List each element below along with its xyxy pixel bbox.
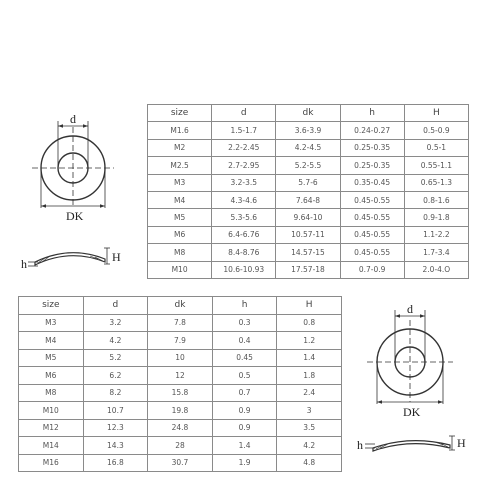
table-cell: 14.3 [83,437,148,455]
d-label-top: d [70,112,76,126]
table-cell: 0.9 [212,419,277,437]
table-cell: 0.45-0.55 [340,191,404,208]
header-cell: size [148,105,212,122]
table-row [148,244,469,261]
table-cell: 0.45-0.55 [340,226,404,243]
table-cell: 0.7 [212,384,277,402]
dk-label-top: DK [66,209,84,223]
table-cell: 2.0-4.O [404,261,468,278]
table-cell: M8 [19,384,84,402]
table-cell: M3 [19,314,84,332]
table-cell: 7.9 [148,332,213,350]
table-cell: 10.7 [83,402,148,420]
table-cell: 0.9-1.8 [404,209,468,226]
table-row [148,139,469,156]
table-cell: M12 [19,419,84,437]
table-cell: 0.55-1.1 [404,157,468,174]
table-cell: 1.1-2.2 [404,226,468,243]
table-cell: 4.3-4.6 [212,191,276,208]
table-cell: 10 [148,349,213,367]
table-cell: 6.4-6.76 [212,226,276,243]
table-cell: M10 [19,402,84,420]
table-cell: 5.2-5.5 [276,157,340,174]
table-cell: 5.2 [83,349,148,367]
table-cell: 0.35-0.45 [340,174,404,191]
table-cell: 1.2 [277,332,342,350]
table-cell: 3 [277,402,342,420]
table-cell: 0.4 [212,332,277,350]
table-cell: 6.2 [83,367,148,385]
table-row [148,261,469,278]
table-cell: M4 [19,332,84,350]
table-cell: 5.7-6 [276,174,340,191]
table-cell: 0.45 [212,349,277,367]
h-label-top: h [21,257,27,271]
table-cell: 2.4 [277,384,342,402]
table-row [19,384,342,402]
table-cell: M5 [148,209,212,226]
dk-label-bottom: DK [403,405,421,419]
table-cell: 1.5-1.7 [212,122,276,139]
table-cell: 0.8 [277,314,342,332]
table-cell: 0.45-0.55 [340,244,404,261]
table-cell: M6 [19,367,84,385]
header-cell: dk [276,105,340,122]
table-cell: 1.4 [277,349,342,367]
header-cell: h [212,297,277,315]
table-row [19,332,342,350]
table-cell: 3.2 [83,314,148,332]
table-cell: 15.8 [148,384,213,402]
table-cell: 28 [148,437,213,455]
table-cell: 3.5 [277,419,342,437]
table-cell: 2.7-2.95 [212,157,276,174]
table-cell: M16 [19,454,84,472]
table-cell: 1.8 [277,367,342,385]
table-row [19,349,342,367]
header-cell: h [340,105,404,122]
table-cell: M5 [19,349,84,367]
table-row [19,419,342,437]
table-cell: 16.8 [83,454,148,472]
table-cell: 1.4 [212,437,277,455]
table-row [148,122,469,139]
table-cell: 7.64-8 [276,191,340,208]
spec-table-bottom [18,296,342,472]
d-label-bottom: d [407,302,413,316]
table-cell: 4.8 [277,454,342,472]
header-cell: dk [148,297,213,315]
table-row [148,174,469,191]
table-cell: 0.65-1.3 [404,174,468,191]
table-cell: 0.25-0.35 [340,139,404,156]
table-cell: 1.9 [212,454,277,472]
table-header-row [148,105,469,122]
washer-drawing-bottom [340,290,488,488]
table-cell: 17.57-18 [276,261,340,278]
table-cell: 0.8-1.6 [404,191,468,208]
table-row [19,454,342,472]
table-cell: 0.7-0.9 [340,261,404,278]
table-row [148,226,469,243]
h-label-bottom: h [357,438,363,452]
height-label-top: H [112,250,121,264]
table-header-row [19,297,342,315]
header-cell: H [404,105,468,122]
table-cell: 2.2-2.45 [212,139,276,156]
table-cell: 7.8 [148,314,213,332]
table-cell: 24.8 [148,419,213,437]
table-row [19,437,342,455]
table-cell: 4.2-4.5 [276,139,340,156]
table-row [148,191,469,208]
table-row [148,209,469,226]
table-row [19,367,342,385]
height-label-bottom: H [457,436,466,450]
table-row [19,314,342,332]
table-cell: 0.9 [212,402,277,420]
table-cell: 10.6-10.93 [212,261,276,278]
table-cell: 3.6-3.9 [276,122,340,139]
table-cell: M1.6 [148,122,212,139]
table-row [19,402,342,420]
table-cell: 4.2 [83,332,148,350]
table-cell: M8 [148,244,212,261]
table-cell: 0.24-0.27 [340,122,404,139]
table-cell: M14 [19,437,84,455]
table-cell: 12.3 [83,419,148,437]
table-cell: 8.2 [83,384,148,402]
table-cell: M2 [148,139,212,156]
header-cell: size [19,297,84,315]
table-cell: M4 [148,191,212,208]
table-cell: 0.25-0.35 [340,157,404,174]
table-cell: 0.5-0.9 [404,122,468,139]
header-cell: d [212,105,276,122]
table-cell: 10.57-11 [276,226,340,243]
table-cell: 12 [148,367,213,385]
table-cell: 0.5-1 [404,139,468,156]
table-cell: 0.5 [212,367,277,385]
table-cell: M6 [148,226,212,243]
table-cell: M3 [148,174,212,191]
table-cell: 30.7 [148,454,213,472]
table-row [148,157,469,174]
table-cell: 4.2 [277,437,342,455]
table-cell: 9.64-10 [276,209,340,226]
table-cell: 19.8 [148,402,213,420]
table-cell: 14.57-15 [276,244,340,261]
header-cell: d [83,297,148,315]
header-cell: H [277,297,342,315]
table-cell: 3.2-3.5 [212,174,276,191]
table-cell: 1.7-3.4 [404,244,468,261]
washer-drawing-top [0,0,150,290]
table-cell: 8.4-8.76 [212,244,276,261]
washer-diagram-bottom [340,290,488,488]
table-cell: 0.45-0.55 [340,209,404,226]
table-cell: 0.3 [212,314,277,332]
spec-table-top [147,104,469,279]
table-cell: M2.5 [148,157,212,174]
washer-diagram-top [0,0,150,290]
table-cell: M10 [148,261,212,278]
table-cell: 5.3-5.6 [212,209,276,226]
